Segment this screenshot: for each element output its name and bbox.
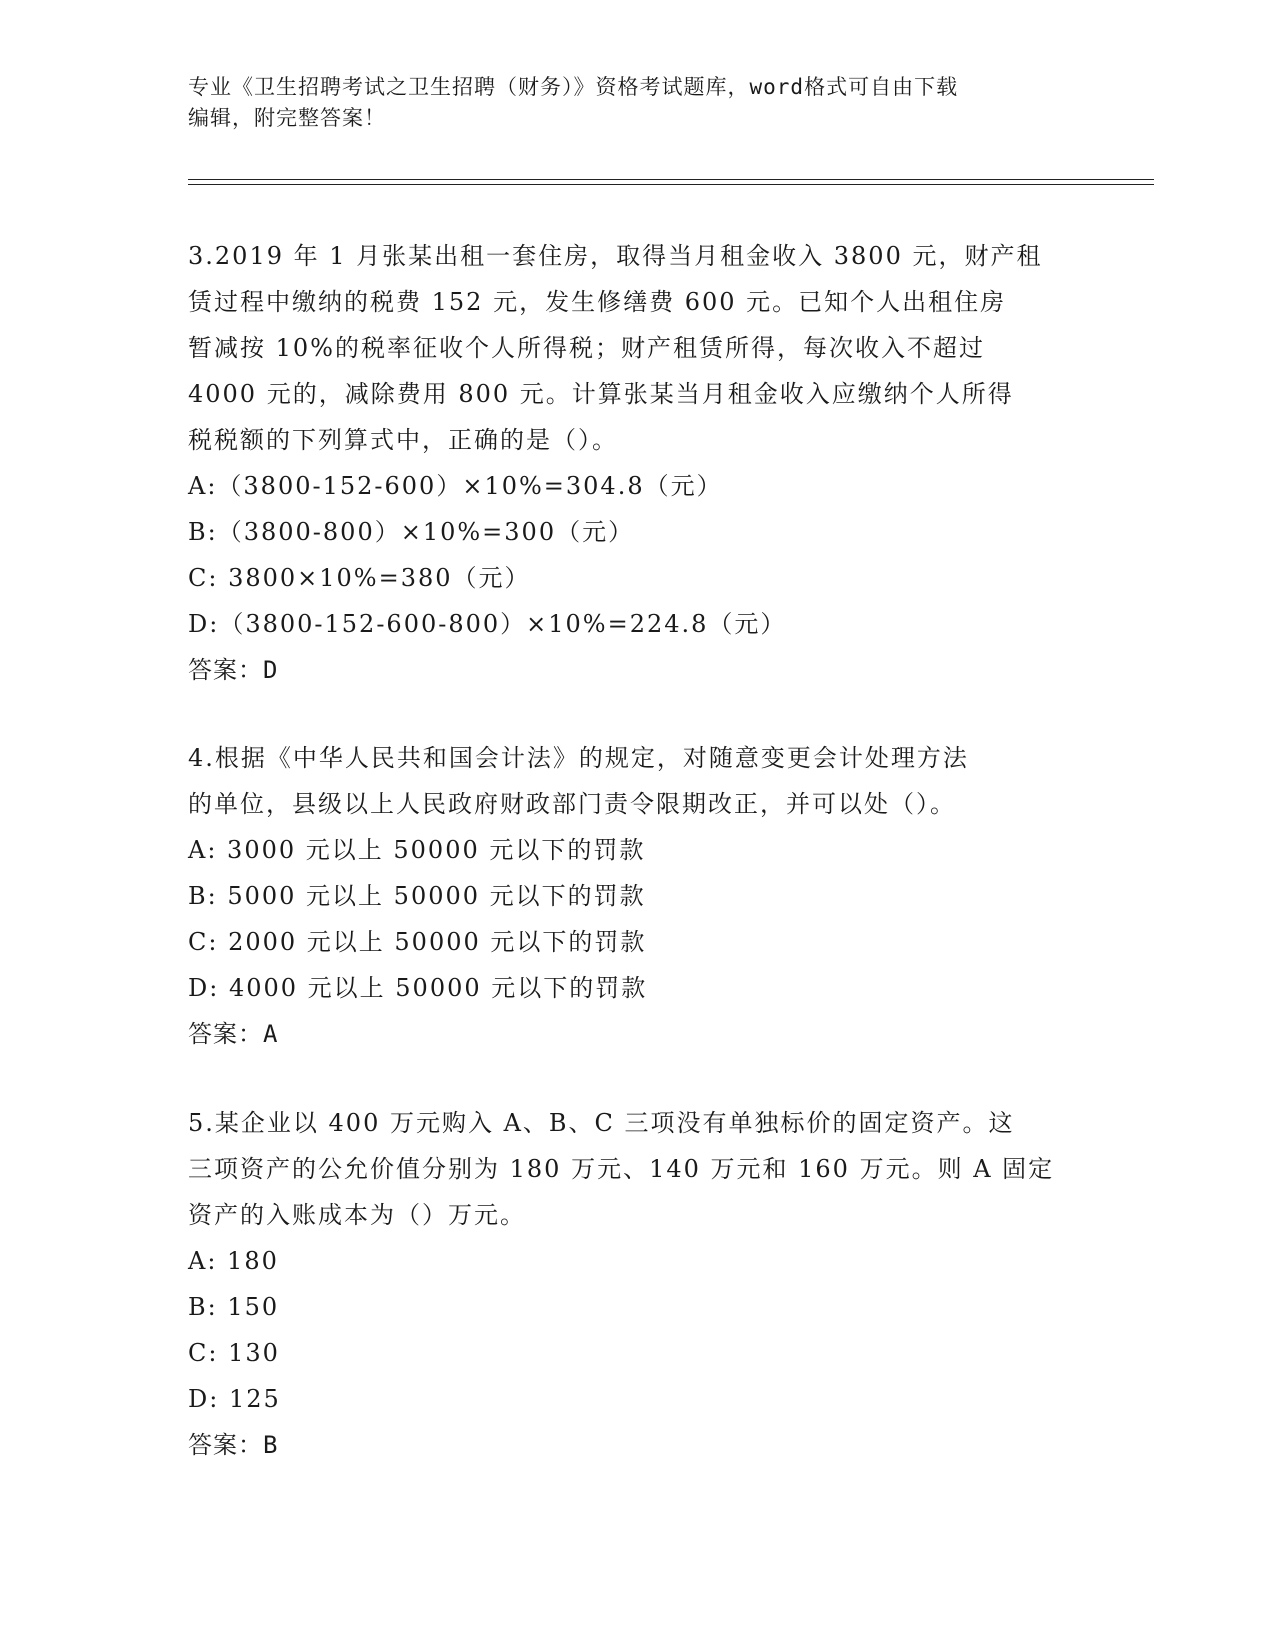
question-text-line: 的单位，县级以上人民政府财政部门责令限期改正，并可以处（）。 <box>188 790 956 818</box>
answer-label: 答案：D <box>188 656 279 684</box>
question-text-line: 资产的入账成本为（）万元。 <box>188 1201 526 1229</box>
option-b: B: 150 <box>188 1293 280 1321</box>
option-d: D:（3800-152-600-800）×10%=224.8（元） <box>188 610 787 638</box>
option-c: C: 3800×10%=380（元） <box>188 564 531 592</box>
header-title-line-1: 专业《卫生招聘考试之卫生招聘（财务）》资格考试题库，word格式可自由下载 <box>188 75 959 99</box>
question-text-line: 三项资产的公允价值分别为 180 万元、140 万元和 160 万元。则 A 固定 <box>188 1155 1055 1183</box>
header-divider-top <box>188 179 1154 180</box>
question-text-line: 5.某企业以 400 万元购入 A、B、C 三项没有单独标价的固定资产。这 <box>188 1109 1015 1137</box>
answer-label: 答案：A <box>188 1020 279 1048</box>
question-text-line: 赁过程中缴纳的税费 152 元，发生修缮费 600 元。已知个人出租住房 <box>188 288 1007 316</box>
option-c: C: 130 <box>188 1339 280 1367</box>
question-text-line: 3.2019 年 1 月张某出租一套住房，取得当月租金收入 3800 元，财产租 <box>188 242 1043 270</box>
option-a: A: 180 <box>188 1247 279 1275</box>
question-4 <box>188 735 1088 1057</box>
document-header <box>188 72 1088 134</box>
question-text-line: 暂减按 10%的税率征收个人所得税；财产租赁所得，每次收入不超过 <box>188 334 985 362</box>
question-5 <box>188 1100 1088 1468</box>
header-divider-bottom <box>188 184 1154 185</box>
question-text-line: 4.根据《中华人民共和国会计法》的规定，对随意变更会计处理方法 <box>188 744 969 772</box>
header-title-line-2: 编辑，附完整答案！ <box>188 106 386 130</box>
question-3 <box>188 233 1088 693</box>
question-text-line: 4000 元的，减除费用 800 元。计算张某当月租金收入应缴纳个人所得 <box>188 380 1014 408</box>
option-a: A:（3800-152-600）×10%=304.8（元） <box>188 472 723 500</box>
answer-label: 答案：B <box>188 1431 279 1459</box>
question-text-line: 税税额的下列算式中，正确的是（）。 <box>188 426 618 454</box>
option-b: B: 5000 元以上 50000 元以下的罚款 <box>188 882 646 910</box>
option-d: D: 4000 元以上 50000 元以下的罚款 <box>188 974 648 1002</box>
option-c: C: 2000 元以上 50000 元以下的罚款 <box>188 928 647 956</box>
option-d: D: 125 <box>188 1385 281 1413</box>
option-b: B:（3800-800）×10%=300（元） <box>188 518 635 546</box>
option-a: A: 3000 元以上 50000 元以下的罚款 <box>188 836 646 864</box>
